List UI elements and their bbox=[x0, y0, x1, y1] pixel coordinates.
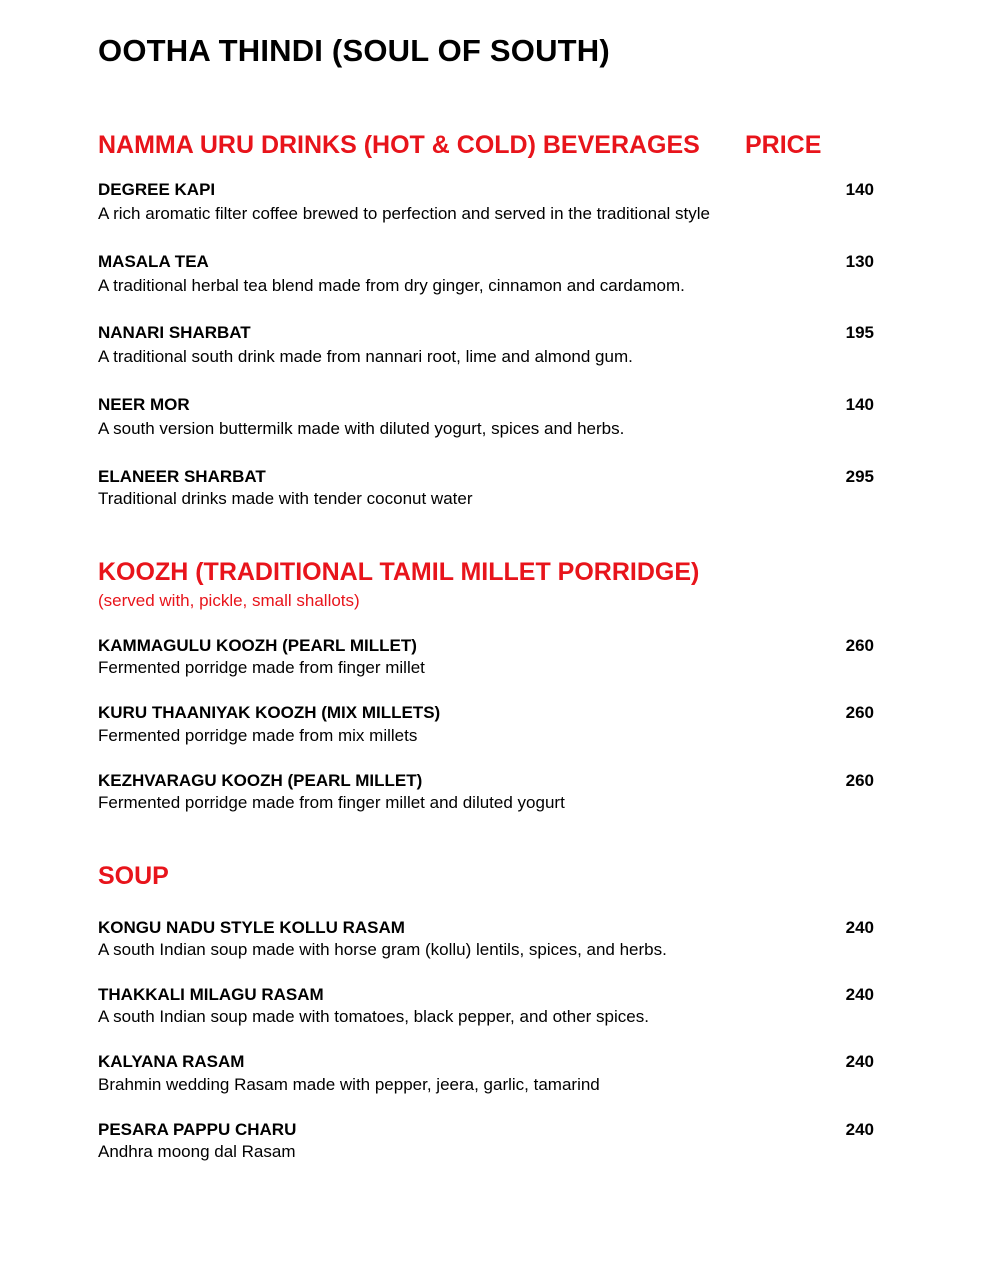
section-subnote: (served with, pickle, small shallots) bbox=[98, 591, 360, 610]
page-title: OOTHA THINDI (SOUL OF SOUTH) bbox=[98, 33, 610, 68]
item-name: PESARA PAPPU CHARU bbox=[98, 1120, 297, 1139]
item-name: KEZHVARAGU KOOZH (PEARL MILLET) bbox=[98, 771, 423, 790]
item-description: Brahmin wedding Rasam made with pepper, jeera, garlic, tamarind bbox=[98, 1075, 600, 1094]
menu-item bbox=[98, 395, 874, 445]
item-description: A traditional herbal tea blend made from dry ginger, cinnamon and cardamom. bbox=[98, 276, 685, 295]
item-description: A south Indian soup made with horse gram (kollu) lentils, spices, and herbs. bbox=[98, 940, 667, 959]
item-description: A south version buttermilk made with diluted yogurt, spices and herbs. bbox=[98, 419, 625, 438]
item-price: 240 bbox=[845, 1120, 874, 1139]
item-price: 240 bbox=[845, 985, 874, 1004]
item-name: KONGU NADU STYLE KOLLU RASAM bbox=[98, 918, 405, 937]
item-description: Traditional drinks made with tender coconut water bbox=[98, 489, 473, 508]
item-price: 195 bbox=[845, 323, 874, 342]
item-description: Fermented porridge made from finger millet bbox=[98, 658, 425, 677]
item-price: 130 bbox=[845, 252, 874, 271]
item-description: A rich aromatic filter coffee brewed to perfection and served in the traditional style bbox=[98, 204, 711, 223]
section-heading-soup: SOUP bbox=[98, 862, 169, 890]
item-name: KAMMAGULU KOOZH (PEARL MILLET) bbox=[98, 636, 417, 655]
item-description: Andhra moong dal Rasam bbox=[98, 1142, 296, 1161]
menu-item bbox=[98, 323, 874, 373]
item-name: NEER MOR bbox=[98, 395, 190, 414]
menu-item bbox=[98, 703, 874, 753]
item-description: Fermented porridge made from finger millet and diluted yogurt bbox=[98, 793, 565, 812]
item-name: NANARI SHARBAT bbox=[98, 323, 251, 342]
menu-item bbox=[98, 771, 874, 821]
menu-item bbox=[98, 467, 874, 517]
item-name: MASALA TEA bbox=[98, 252, 209, 271]
item-description: A south Indian soup made with tomatoes, black pepper, and other spices. bbox=[98, 1007, 649, 1026]
item-price: 260 bbox=[845, 636, 874, 655]
menu-item bbox=[98, 252, 874, 302]
section-heading-beverages: NAMMA URU DRINKS (HOT & COLD) BEVERAGES bbox=[98, 131, 700, 159]
item-price: 140 bbox=[845, 180, 874, 199]
item-name: KURU THAANIYAK KOOZH (MIX MILLETS) bbox=[98, 703, 441, 722]
menu-item bbox=[98, 918, 874, 968]
item-price: 240 bbox=[845, 1052, 874, 1071]
item-name: DEGREE KAPI bbox=[98, 180, 216, 199]
menu-page bbox=[98, 0, 874, 1268]
item-name: KALYANA RASAM bbox=[98, 1052, 245, 1071]
menu-item bbox=[98, 1120, 874, 1170]
item-name: THAKKALI MILAGU RASAM bbox=[98, 985, 324, 1004]
menu-item bbox=[98, 1052, 874, 1102]
item-price: 260 bbox=[845, 771, 874, 790]
item-price: 240 bbox=[845, 918, 874, 937]
item-price: 260 bbox=[845, 703, 874, 722]
item-description: A traditional south drink made from nannari root, lime and almond gum. bbox=[98, 347, 633, 366]
item-price: 140 bbox=[845, 395, 874, 414]
item-description: Fermented porridge made from mix millets bbox=[98, 726, 418, 745]
item-name: ELANEER SHARBAT bbox=[98, 467, 266, 486]
menu-item bbox=[98, 180, 874, 230]
price-column-heading: PRICE bbox=[745, 131, 822, 159]
menu-item bbox=[98, 636, 874, 686]
menu-item bbox=[98, 985, 874, 1035]
item-price: 295 bbox=[845, 467, 874, 486]
section-heading-koozh: KOOZH (TRADITIONAL TAMIL MILLET PORRIDGE) bbox=[98, 558, 700, 586]
